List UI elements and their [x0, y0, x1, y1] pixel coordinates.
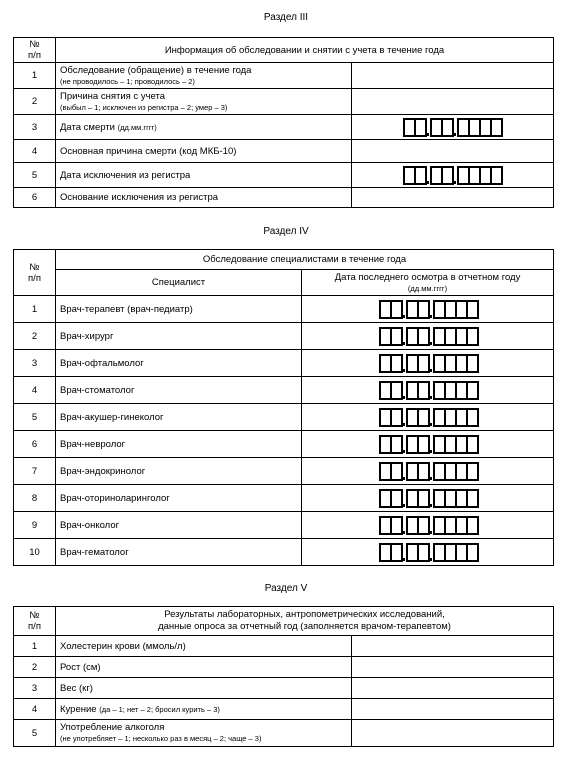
- table-row: [14, 188, 554, 208]
- table-row: [14, 657, 554, 678]
- row-label-text: Дата исключения из регистра: [60, 169, 191, 181]
- specialist-name: Врач-эндокринолог: [56, 458, 302, 485]
- table-row: [14, 636, 554, 657]
- row-label: [56, 140, 352, 163]
- col-date: [302, 270, 554, 296]
- date-separator-dot: [429, 477, 432, 480]
- table-row: [14, 63, 554, 89]
- date-boxes[interactable]: [306, 408, 549, 427]
- date-separator-dot: [429, 396, 432, 399]
- date-boxes[interactable]: [306, 381, 549, 400]
- header-title: [56, 607, 554, 636]
- exam-date-field[interactable]: [302, 539, 554, 566]
- row-value-field[interactable]: [352, 63, 554, 89]
- row-number: 6: [14, 431, 56, 458]
- row-label-text: Холестерин крови (ммоль/л): [60, 640, 186, 652]
- date-separator-dot: [402, 531, 405, 534]
- exam-date-field[interactable]: [302, 404, 554, 431]
- date-separator-dot: [402, 396, 405, 399]
- date-boxes[interactable]: [306, 489, 549, 508]
- row-number: 7: [14, 458, 56, 485]
- row-value-field[interactable]: [352, 140, 554, 163]
- row-number: 1: [14, 296, 56, 323]
- date-separator-dot: [429, 450, 432, 453]
- row-number: 4: [14, 699, 56, 720]
- row-number: 2: [14, 657, 56, 678]
- date-separator-dot: [402, 342, 405, 345]
- date-digit-box[interactable]: [490, 166, 503, 185]
- row-label-text: Курение: [60, 703, 97, 715]
- row-label: [56, 188, 352, 208]
- table-row: [14, 89, 554, 115]
- row-label: [56, 89, 352, 115]
- date-separator-dot: [453, 133, 456, 136]
- row-number: 1: [14, 636, 56, 657]
- header-num: № п/п: [14, 607, 56, 636]
- row-number: 5: [14, 720, 56, 747]
- specialist-name: Врач-гематолог: [56, 539, 302, 566]
- row-number: 4: [14, 377, 56, 404]
- row-value-field[interactable]: [352, 657, 554, 678]
- exam-date-field[interactable]: [302, 350, 554, 377]
- header-num: № п/п: [14, 38, 56, 63]
- exam-date-field[interactable]: [302, 323, 554, 350]
- row-hint: (выбыл – 1; исключен из регистра – 2; умер – 3): [60, 102, 228, 112]
- exam-date-field[interactable]: [302, 512, 554, 539]
- header-title: Обследование специалистами в течение года: [56, 250, 554, 270]
- row-label-text: Вес (кг): [60, 682, 93, 694]
- row-label-text: Основная причина смерти (код МКБ-10): [60, 145, 237, 157]
- row-label: [56, 63, 352, 89]
- section-5-table: [13, 606, 554, 747]
- row-label-text: Основание исключения из регистра: [60, 192, 219, 203]
- table-row: [14, 140, 554, 163]
- table-row: [14, 512, 554, 539]
- table-row: [14, 163, 554, 188]
- date-digit-box[interactable]: [466, 300, 479, 319]
- date-boxes[interactable]: [356, 166, 549, 185]
- table-row: [14, 678, 554, 699]
- date-separator-dot: [453, 181, 456, 184]
- row-hint: (да – 1; нет – 2; бросил курить – 3): [99, 704, 220, 714]
- date-boxes[interactable]: [306, 435, 549, 454]
- row-number: 4: [14, 140, 56, 163]
- date-separator-dot: [402, 369, 405, 372]
- header-title-line-2: данные опроса за отчетный год (заполняется врачом-терапевтом): [158, 621, 451, 632]
- row-value-field[interactable]: [352, 678, 554, 699]
- section-4-title: Раздел IV: [263, 226, 309, 237]
- section-3-title: Раздел III: [263, 12, 309, 23]
- date-digit-box[interactable]: [466, 381, 479, 400]
- section-5-title: Раздел V: [264, 583, 308, 594]
- section-3-table: [13, 37, 554, 208]
- exam-date-field[interactable]: [302, 377, 554, 404]
- date-separator-dot: [402, 477, 405, 480]
- row-label-text: Употребление алкоголя: [60, 722, 165, 733]
- specialist-name: Врач-акушер-гинеколог: [56, 404, 302, 431]
- row-value-field[interactable]: [352, 89, 554, 115]
- date-separator-dot: [429, 558, 432, 561]
- table-row: [14, 699, 554, 720]
- row-number: 3: [14, 115, 56, 140]
- date-boxes[interactable]: [306, 516, 549, 535]
- col-date-label: Дата последнего осмотра в отчетном году: [334, 271, 521, 283]
- table-row: [14, 431, 554, 458]
- table-row: [14, 458, 554, 485]
- row-value-field[interactable]: [352, 699, 554, 720]
- specialist-name: Врач-хирург: [56, 323, 302, 350]
- date-boxes[interactable]: [306, 354, 549, 373]
- date-digit-box[interactable]: [466, 327, 479, 346]
- date-separator-dot: [429, 342, 432, 345]
- row-label: [56, 115, 352, 140]
- exam-date-field[interactable]: [302, 431, 554, 458]
- row-label-text: Обследование (обращение) в течение года: [60, 64, 252, 76]
- specialist-name: Врач-терапевт (врач-педиатр): [56, 296, 302, 323]
- row-value-field[interactable]: [352, 720, 554, 747]
- row-label: [56, 699, 352, 720]
- row-number: 9: [14, 512, 56, 539]
- table-row: [14, 350, 554, 377]
- row-label: [56, 636, 352, 657]
- row-label: [56, 657, 352, 678]
- header-title: Информация об обследовании и снятии с учета в течение года: [56, 38, 554, 63]
- row-value-field[interactable]: [352, 163, 554, 188]
- exam-date-field[interactable]: [302, 458, 554, 485]
- date-separator-dot: [402, 423, 405, 426]
- date-separator-dot: [426, 181, 429, 184]
- exam-date-field[interactable]: [302, 485, 554, 512]
- date-digit-box[interactable]: [466, 543, 479, 562]
- row-hint: (не проводилось – 1; проводилось – 2): [60, 76, 195, 86]
- date-boxes[interactable]: [306, 543, 549, 562]
- row-label-text: Причина снятия с учета: [60, 90, 166, 102]
- row-label: [56, 163, 352, 188]
- table-row: [14, 323, 554, 350]
- date-digit-box[interactable]: [466, 435, 479, 454]
- row-number: 10: [14, 539, 56, 566]
- row-hint: (дд.мм.гггг): [117, 122, 157, 132]
- table-row: [14, 377, 554, 404]
- table-row: [14, 485, 554, 512]
- row-number: 1: [14, 63, 56, 89]
- table-row: [14, 115, 554, 140]
- row-number: 5: [14, 404, 56, 431]
- date-boxes[interactable]: [356, 118, 549, 137]
- date-boxes[interactable]: [306, 462, 549, 481]
- date-digit-box[interactable]: [466, 516, 479, 535]
- table-row: [14, 404, 554, 431]
- row-value-field[interactable]: [352, 115, 554, 140]
- date-separator-dot: [429, 369, 432, 372]
- date-separator-dot: [426, 133, 429, 136]
- specialist-name: Врач-стоматолог: [56, 377, 302, 404]
- row-number: 3: [14, 350, 56, 377]
- section-4-table: [13, 249, 554, 566]
- date-separator-dot: [429, 315, 432, 318]
- date-digit-box[interactable]: [466, 354, 479, 373]
- date-separator-dot: [429, 531, 432, 534]
- row-label: [56, 720, 352, 747]
- header-num: № п/п: [14, 250, 56, 296]
- date-digit-box[interactable]: [466, 489, 479, 508]
- row-value-field[interactable]: [352, 636, 554, 657]
- table-row: [14, 296, 554, 323]
- specialist-name: Врач-оториноларинголог: [56, 485, 302, 512]
- date-separator-dot: [402, 315, 405, 318]
- date-boxes[interactable]: [306, 300, 549, 319]
- date-separator-dot: [402, 558, 405, 561]
- row-number: 5: [14, 163, 56, 188]
- date-digit-box[interactable]: [466, 408, 479, 427]
- specialist-name: Врач-офтальмолог: [56, 350, 302, 377]
- row-hint: (не употребляет – 1; несколько раз в месяц – 2; чаще – 3): [60, 734, 262, 743]
- specialist-name: Врач-невролог: [56, 431, 302, 458]
- row-value-field[interactable]: [352, 188, 554, 208]
- header-title-line-1: Результаты лабораторных, антропометрических исследований,: [164, 609, 445, 620]
- table-row: [14, 539, 554, 566]
- date-digit-box[interactable]: [466, 462, 479, 481]
- row-label-text: Дата смерти: [60, 121, 115, 133]
- row-number: 6: [14, 188, 56, 208]
- row-number: 8: [14, 485, 56, 512]
- date-separator-dot: [402, 504, 405, 507]
- row-number: 2: [14, 89, 56, 115]
- date-separator-dot: [429, 504, 432, 507]
- row-number: 2: [14, 323, 56, 350]
- row-number: 3: [14, 678, 56, 699]
- date-separator-dot: [429, 423, 432, 426]
- date-boxes[interactable]: [306, 327, 549, 346]
- specialist-name: Врач-онколог: [56, 512, 302, 539]
- row-label: [56, 678, 352, 699]
- col-date-hint: (дд.мм.гггг): [407, 283, 448, 293]
- row-label-text: Рост (см): [60, 661, 101, 673]
- date-separator-dot: [402, 450, 405, 453]
- exam-date-field[interactable]: [302, 296, 554, 323]
- table-row: [14, 720, 554, 747]
- date-digit-box[interactable]: [490, 118, 503, 137]
- col-specialist: Специалист: [56, 270, 302, 296]
